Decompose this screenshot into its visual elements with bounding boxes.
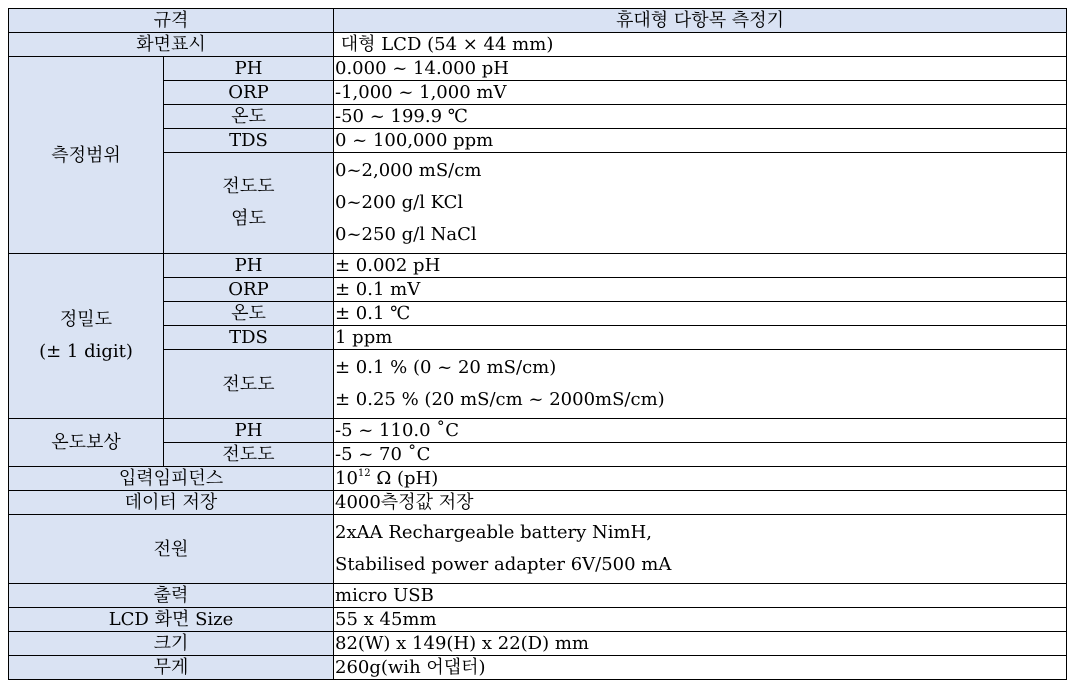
storage-label: 데이터 저장: [9, 491, 334, 515]
range-temp-value: -50 ~ 199.9 ℃: [334, 105, 1067, 129]
weight-label: 무게: [9, 656, 334, 680]
output-row: [9, 584, 1067, 608]
display-label: 화면표시: [9, 33, 334, 57]
header-spec: 규격: [9, 9, 334, 33]
lcd-value: 55 x 45mm: [334, 608, 1067, 632]
power-line-2: Stabilised power adapter 6V/500 mA: [335, 554, 672, 575]
range-cond-value: [334, 153, 1067, 254]
accuracy-tds-label: TDS: [164, 326, 334, 350]
compensation-cond-label: 전도도: [164, 443, 334, 467]
range-cond-label: [164, 153, 334, 254]
storage-row: [9, 491, 1067, 515]
accuracy-ph-row: [9, 254, 1067, 278]
accuracy-cond-row: [9, 350, 1067, 419]
range-cond-label-2: 염도: [231, 208, 266, 229]
accuracy-label-1: 정밀도: [59, 309, 113, 330]
compensation-ph-value: -5 ~ 110.0 ˚C: [334, 419, 1067, 443]
display-row: [9, 33, 1067, 57]
power-label: 전원: [9, 515, 334, 584]
header-row: [9, 9, 1067, 33]
lcd-row: [9, 608, 1067, 632]
range-temp-row: [9, 105, 1067, 129]
range-tds-row: [9, 129, 1067, 153]
impedance-label: 입력임피던스: [9, 467, 334, 491]
compensation-ph-row: [9, 419, 1067, 443]
range-tds-label: TDS: [164, 129, 334, 153]
range-cond-label-1: 전도도: [222, 176, 275, 197]
accuracy-temp-label: 온도: [164, 302, 334, 326]
weight-value: 260g(wih 어댑터): [334, 656, 1067, 680]
accuracy-orp-row: [9, 278, 1067, 302]
accuracy-ph-label: PH: [164, 254, 334, 278]
impedance-row: [9, 467, 1067, 491]
size-row: [9, 632, 1067, 656]
range-label: 측정범위: [9, 57, 164, 254]
accuracy-tds-value: 1 ppm: [334, 326, 1067, 350]
display-value: 대형 LCD (54 × 44 mm): [334, 33, 1067, 57]
lcd-label: LCD 화면 Size: [9, 608, 334, 632]
output-label: 출력: [9, 584, 334, 608]
range-temp-label: 온도: [164, 105, 334, 129]
range-cond-row: [9, 153, 1067, 254]
compensation-cond-value: -5 ~ 70 ˚C: [334, 443, 1067, 467]
impedance-value: [334, 467, 1067, 491]
impedance-unit: Ω (pH): [370, 468, 439, 489]
range-cond-line-2: 0~200 g/l KCl: [335, 192, 464, 213]
accuracy-cond-value: [334, 350, 1067, 419]
accuracy-temp-value: ± 0.1 ℃: [334, 302, 1067, 326]
spec-table: [8, 8, 1067, 680]
impedance-base: 10: [335, 468, 358, 489]
accuracy-cond-line-2: ± 0.25 % (20 mS/cm ~ 2000mS/cm): [335, 389, 665, 410]
compensation-ph-label: PH: [164, 419, 334, 443]
header-product: 휴대형 다항목 측정기: [334, 9, 1067, 33]
range-cond-line-1: 0~2,000 mS/cm: [335, 160, 482, 181]
range-orp-value: -1,000 ~ 1,000 mV: [334, 81, 1067, 105]
power-line-1: 2xAA Rechargeable battery NimH,: [335, 522, 652, 543]
range-ph-label: PH: [164, 57, 334, 81]
impedance-exponent: 12: [357, 468, 371, 479]
accuracy-label: [9, 254, 164, 419]
accuracy-cond-label: 전도도: [164, 350, 334, 419]
size-label: 크기: [9, 632, 334, 656]
range-orp-label: ORP: [164, 81, 334, 105]
range-orp-row: [9, 81, 1067, 105]
power-value: [334, 515, 1067, 584]
accuracy-cond-line-1: ± 0.1 % (0 ~ 20 mS/cm): [335, 357, 557, 378]
accuracy-temp-row: [9, 302, 1067, 326]
range-tds-value: 0 ~ 100,000 ppm: [334, 129, 1067, 153]
output-value: micro USB: [334, 584, 1067, 608]
range-ph-row: [9, 57, 1067, 81]
accuracy-ph-value: ± 0.002 pH: [334, 254, 1067, 278]
compensation-label: 온도보상: [9, 419, 164, 467]
accuracy-orp-label: ORP: [164, 278, 334, 302]
storage-value: 4000측정값 저장: [334, 491, 1067, 515]
power-row: [9, 515, 1067, 584]
accuracy-label-2: (± 1 digit): [39, 341, 133, 362]
size-value: 82(W) x 149(H) x 22(D) mm: [334, 632, 1067, 656]
range-cond-line-3: 0~250 g/l NaCl: [335, 224, 477, 245]
range-ph-value: 0.000 ~ 14.000 pH: [334, 57, 1067, 81]
accuracy-tds-row: [9, 326, 1067, 350]
accuracy-orp-value: ± 0.1 mV: [334, 278, 1067, 302]
compensation-cond-row: [9, 443, 1067, 467]
weight-row: [9, 656, 1067, 680]
